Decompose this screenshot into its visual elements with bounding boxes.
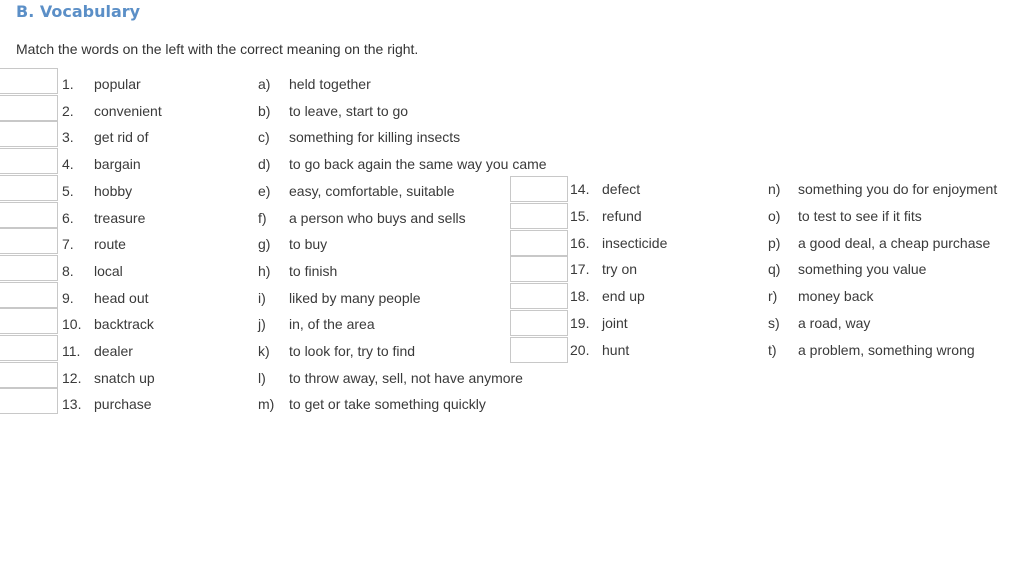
meaning-text: held together — [289, 76, 371, 92]
vocab-word: head out — [94, 289, 149, 306]
vocab-word: convenient — [94, 102, 162, 119]
answer-box-20[interactable] — [510, 337, 568, 363]
meaning-text: money back — [798, 288, 874, 305]
answer-box-16[interactable] — [510, 230, 568, 256]
answer-box-6[interactable] — [0, 202, 58, 228]
item-number: 15. — [570, 207, 590, 224]
vocab-word: popular — [94, 76, 141, 92]
meaning-text: something you value — [798, 261, 927, 278]
vocab-word: local — [94, 262, 123, 279]
meaning-letter: h) — [258, 262, 271, 279]
meaning-letter: r) — [768, 288, 778, 305]
meaning-letter: n) — [768, 181, 781, 197]
meaning-letter: m) — [258, 396, 275, 413]
meaning-letter: b) — [258, 102, 271, 119]
item-number: 18. — [570, 288, 590, 305]
answer-box-14[interactable] — [510, 176, 568, 202]
meaning-letter: q) — [768, 261, 781, 278]
vocab-word: refund — [602, 207, 642, 224]
answer-box-5[interactable] — [0, 175, 58, 201]
answer-box-12[interactable] — [0, 362, 58, 388]
answer-box-8[interactable] — [0, 255, 58, 281]
item-number: 16. — [570, 234, 590, 251]
vocab-word: snatch up — [94, 369, 155, 386]
meaning-text: to get or take something quickly — [289, 396, 486, 413]
vocab-word: purchase — [94, 396, 152, 413]
meaning-text: a person who buys and sells — [289, 209, 466, 226]
item-number: 9. — [62, 289, 74, 306]
vocab-word: joint — [602, 315, 628, 331]
meaning-text: to leave, start to go — [289, 102, 409, 119]
vocab-word: bargain — [94, 156, 141, 173]
vocab-word: get rid of — [94, 129, 149, 146]
meaning-letter: s) — [768, 315, 780, 331]
answer-box-3[interactable] — [0, 121, 58, 147]
vocab-word: try on — [602, 261, 638, 278]
item-number: 19. — [570, 315, 590, 331]
item-number: 2. — [62, 102, 74, 119]
answer-box-13[interactable] — [0, 388, 58, 414]
answer-box-2[interactable] — [0, 95, 58, 121]
meaning-text: a good deal, a cheap purchase — [798, 234, 991, 251]
meaning-text: to go back again the same way you came — [289, 156, 547, 173]
meaning-letter: e) — [258, 182, 271, 199]
answer-box-7[interactable] — [0, 228, 58, 254]
instructions-text: Match the words on the left with the correct meaning on the right. — [16, 41, 419, 57]
meaning-text: to test to see if it fits — [798, 207, 922, 224]
meaning-letter: k) — [258, 343, 270, 359]
vocab-word: backtrack — [94, 316, 154, 333]
vocab-word: route — [94, 236, 126, 253]
meaning-letter: j) — [258, 316, 266, 333]
meaning-letter: l) — [258, 369, 266, 386]
answer-box-18[interactable] — [510, 283, 568, 309]
item-number: 3. — [62, 129, 74, 146]
meaning-text: to throw away, sell, not have anymore — [289, 369, 523, 386]
item-number: 20. — [570, 341, 590, 358]
meaning-text: in, of the area — [289, 316, 375, 333]
item-number: 8. — [62, 262, 74, 279]
vocab-word: defect — [602, 181, 641, 197]
section-title: B. Vocabulary — [16, 2, 141, 21]
answer-box-1[interactable] — [0, 68, 58, 94]
item-number: 5. — [62, 182, 74, 199]
answer-box-17[interactable] — [510, 256, 568, 282]
meaning-letter: t) — [768, 341, 777, 358]
meaning-letter: p) — [768, 234, 781, 251]
vocab-word: hobby — [94, 182, 133, 199]
answer-box-10[interactable] — [0, 308, 58, 334]
vocab-word: hunt — [602, 341, 630, 358]
vocab-word: insecticide — [602, 234, 668, 251]
item-number: 14. — [570, 181, 590, 197]
item-number: 6. — [62, 209, 74, 226]
item-number: 4. — [62, 156, 74, 173]
meaning-letter: i) — [258, 289, 266, 306]
meaning-text: a problem, something wrong — [798, 341, 975, 358]
item-number: 13. — [62, 396, 82, 413]
meaning-text: to look for, try to find — [289, 343, 416, 359]
vocab-word: treasure — [94, 209, 146, 226]
meaning-text: something for killing insects — [289, 129, 461, 146]
meaning-letter: o) — [768, 207, 781, 224]
item-number: 11. — [62, 343, 81, 359]
meaning-letter: g) — [258, 236, 271, 253]
answer-box-9[interactable] — [0, 282, 58, 308]
vocab-word: dealer — [94, 343, 133, 359]
answer-box-19[interactable] — [510, 310, 568, 336]
answer-box-11[interactable] — [0, 335, 58, 361]
meaning-text: a road, way — [798, 315, 871, 331]
meaning-text: to buy — [289, 236, 328, 253]
item-number: 7. — [62, 236, 74, 253]
answer-box-4[interactable] — [0, 148, 58, 174]
item-number: 10. — [62, 316, 82, 333]
answer-box-15[interactable] — [510, 203, 568, 229]
meaning-text: liked by many people — [289, 289, 421, 306]
meaning-letter: f) — [258, 209, 267, 226]
meaning-letter: d) — [258, 156, 271, 173]
meaning-letter: c) — [258, 129, 270, 146]
item-number: 12. — [62, 369, 82, 386]
meaning-text: something you do for enjoyment — [798, 181, 998, 197]
item-number: 17. — [570, 261, 590, 278]
meaning-letter: a) — [258, 76, 271, 92]
vocab-word: end up — [602, 288, 645, 305]
meaning-text: to finish — [289, 262, 338, 279]
item-number: 1. — [62, 76, 74, 92]
meaning-text: easy, comfortable, suitable — [289, 182, 455, 199]
